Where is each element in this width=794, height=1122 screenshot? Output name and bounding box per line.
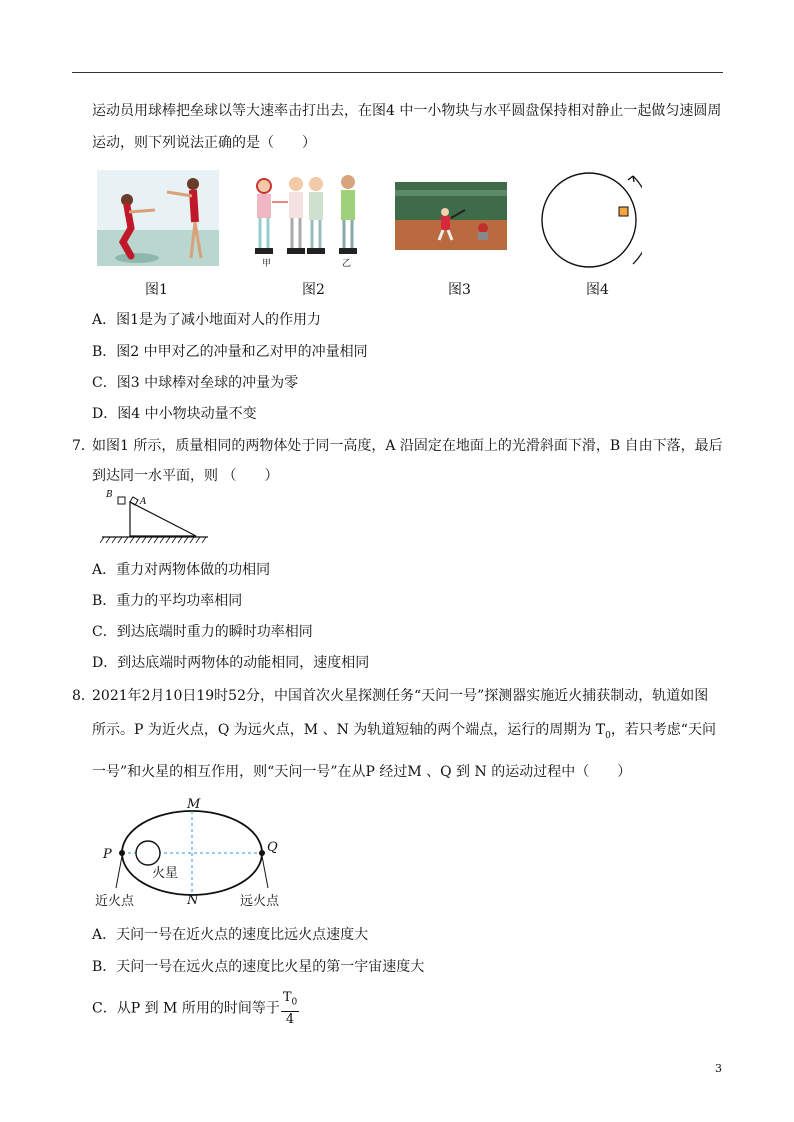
- header-rule: [72, 72, 723, 73]
- q8-label-perihelion: 近火点: [95, 894, 135, 909]
- q8-label-mars: 火星: [152, 866, 179, 881]
- figure-4-caption: 图4: [586, 282, 609, 298]
- q6-option-d[interactable]: D．图4 中小物块动量不变: [92, 406, 257, 422]
- q8-text-line-3: 一号”和火星的相互作用，则“天问一号”在从P 经过M 、Q 到 N 的运动过程中（ ）: [92, 764, 632, 780]
- q7-option-a[interactable]: A．重力对两物体做的功相同: [92, 562, 271, 578]
- q6-option-b[interactable]: B．图2 中甲对乙的冲量和乙对甲的冲量相同: [92, 344, 368, 360]
- q8-text-line-1: 2021年2月10日19时52分，中国首次火星探测任务“天问一号”探测器实施近火捕获制动，轨道如图: [92, 688, 709, 704]
- q8-option-b[interactable]: B．天问一号在远火点的速度比火星的第一宇宙速度大: [92, 959, 425, 975]
- q7-label-a: A: [140, 497, 147, 507]
- q8-text-line-2: 所示。P 为近火点，Q 为远火点，M 、N 为轨道短轴的两个端点，运行的周期为 $T_0$，若只考虑“天问: [92, 722, 716, 741]
- q7-option-d[interactable]: D．到达底端时两物体的动能相同，速度相同: [92, 655, 370, 671]
- figure-3-caption: 图3: [448, 282, 471, 298]
- q8-label-n: N: [187, 893, 199, 908]
- q8-option-c[interactable]: C．从P 到 M 所用的时间等于 $\frac{T_0}{4}$: [92, 990, 298, 1027]
- figure-4-disk-diagram: [538, 168, 642, 272]
- q7-incline-diagram: [100, 490, 210, 546]
- q7-text-line-2: 到达同一水平面，则 （ ）: [92, 468, 279, 484]
- figure-2-caption: 图2: [302, 282, 325, 298]
- q7-option-b[interactable]: B．重力的平均功率相同: [92, 593, 243, 609]
- q6-text-line-2: 运动，则下列说法正确的是（ ）: [92, 135, 316, 151]
- q8-number: 8．: [72, 688, 95, 704]
- figure-3-baseball-image: [395, 182, 507, 250]
- fraction-t0-over-4: $\frac{T_0}{4}$: [282, 990, 298, 1027]
- figure-2-label-yi: 乙: [342, 259, 352, 269]
- q6-option-a[interactable]: A．图1是为了减小地面对人的作用力: [92, 312, 322, 328]
- q8-option-a[interactable]: A．天问一号在近火点的速度比远火点速度大: [92, 927, 369, 943]
- q8-label-q: Q: [267, 840, 278, 855]
- figure-2-skaters-image: [250, 170, 368, 270]
- q8-label-aphelion: 远火点: [240, 894, 280, 909]
- q8-label-p: P: [103, 847, 112, 862]
- q6-text-line-1: 运动员用球棒把垒球以等大速率击打出去，在图4 中一小物块与水平圆盘保持相对静止一起做匀速圆周: [92, 103, 722, 119]
- q6-option-c[interactable]: C．图3 中球棒对垒球的冲量为零: [92, 375, 299, 391]
- q7-number: 7．: [72, 438, 95, 454]
- figure-1-caption: 图1: [145, 282, 168, 298]
- q7-label-b: B: [106, 490, 113, 500]
- figure-1-gymnasts-image: [97, 170, 219, 266]
- q7-text-line-1: 如图1 所示，质量相同的两物体处于同一高度，A 沿固定在地面上的光滑斜面下滑，B 自由下落，最后: [92, 438, 723, 454]
- figure-2-label-jia: 甲: [262, 259, 272, 269]
- q7-option-c[interactable]: C．到达底端时重力的瞬时功率相同: [92, 624, 313, 640]
- q8-label-m: M: [187, 797, 201, 812]
- page-number: 3: [715, 1062, 722, 1075]
